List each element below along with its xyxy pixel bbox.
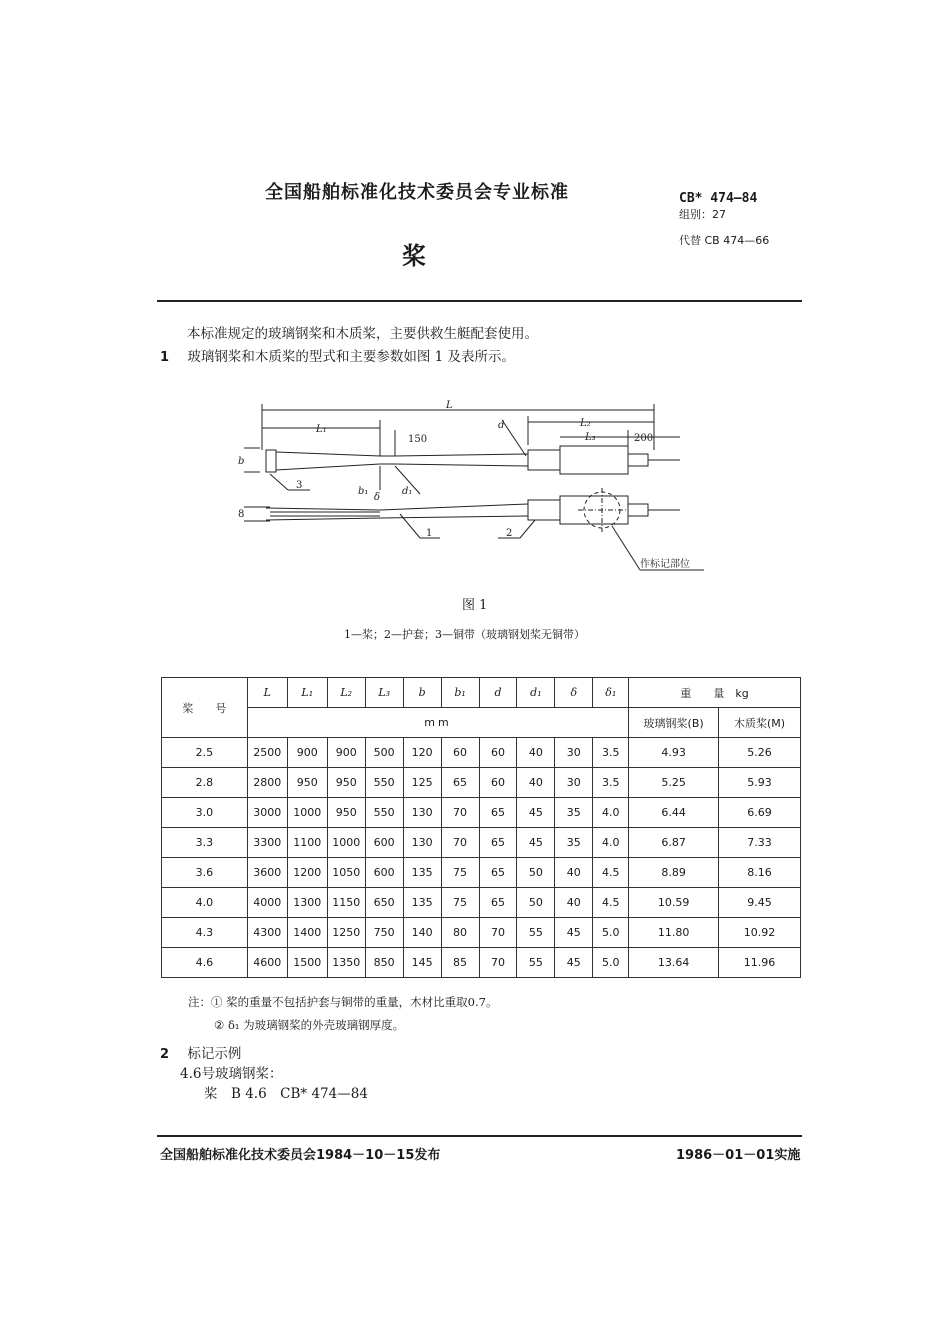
- label-mark-position: 作标记部位: [640, 559, 690, 570]
- value-cell: 550: [365, 768, 403, 798]
- value-cell: 4600: [247, 948, 287, 978]
- value-cell: 5.0: [593, 918, 629, 948]
- footer-effective: 1986－01－01实施: [676, 1148, 801, 1163]
- value-cell: 3000: [247, 798, 287, 828]
- label-d: d: [498, 420, 505, 431]
- value-cell: 50: [517, 888, 555, 918]
- value-cell: 850: [365, 948, 403, 978]
- label-delta: δ: [374, 492, 381, 503]
- value-cell: 8.89: [629, 858, 719, 888]
- model-cell: 4.3: [162, 918, 248, 948]
- value-cell: 6.87: [629, 828, 719, 858]
- section-2-title: 标记示例: [187, 1046, 242, 1062]
- value-cell: 145: [403, 948, 441, 978]
- value-cell: 900: [327, 738, 365, 768]
- label-b: b: [238, 456, 245, 467]
- value-cell: 40: [555, 858, 593, 888]
- group-number: 组别：27: [679, 208, 726, 221]
- value-cell: 5.93: [719, 768, 801, 798]
- value-cell: 35: [555, 798, 593, 828]
- value-cell: 70: [479, 918, 517, 948]
- marking-example-label: 4.6号玻璃钢桨：: [180, 1066, 283, 1082]
- value-cell: 65: [479, 828, 517, 858]
- section-2-number: 2: [160, 1047, 170, 1062]
- unit-mm: mm: [247, 708, 628, 738]
- model-cell: 4.6: [162, 948, 248, 978]
- value-cell: 30: [555, 738, 593, 768]
- value-cell: 50: [517, 858, 555, 888]
- label-150: 150: [408, 434, 428, 445]
- model-cell: 2.5: [162, 738, 248, 768]
- value-cell: 6.44: [629, 798, 719, 828]
- value-cell: 1200: [287, 858, 327, 888]
- value-cell: 2500: [247, 738, 287, 768]
- value-cell: 5.25: [629, 768, 719, 798]
- callout-3: 3: [296, 480, 303, 491]
- value-cell: 40: [517, 738, 555, 768]
- parameter-table: [161, 677, 801, 978]
- value-cell: 4300: [247, 918, 287, 948]
- section-1: [160, 345, 515, 365]
- value-cell: 4000: [247, 888, 287, 918]
- model-cell: 4.0: [162, 888, 248, 918]
- table-row: [162, 798, 801, 828]
- value-cell: 500: [365, 738, 403, 768]
- value-cell: 4.0: [593, 798, 629, 828]
- value-cell: 30: [555, 768, 593, 798]
- value-cell: 70: [441, 798, 479, 828]
- value-cell: 1000: [287, 798, 327, 828]
- value-cell: 45: [555, 948, 593, 978]
- value-cell: 10.92: [719, 918, 801, 948]
- col-delta: δ: [555, 678, 593, 708]
- col-b: b: [403, 678, 441, 708]
- value-cell: 750: [365, 918, 403, 948]
- value-cell: 950: [327, 798, 365, 828]
- footer-divider: [157, 1135, 802, 1137]
- label-b1: b₁: [358, 486, 369, 497]
- footer-issued: 全国船舶标准化技术委员会1984－10－15发布: [160, 1148, 441, 1163]
- marking-example: 桨 B 4.6 CB* 474—84: [204, 1086, 368, 1102]
- value-cell: 75: [441, 888, 479, 918]
- value-cell: 6.69: [719, 798, 801, 828]
- value-cell: 130: [403, 828, 441, 858]
- col-d: d: [479, 678, 517, 708]
- replaces-standard: 代替 CB 474—66: [679, 234, 770, 247]
- figure-caption: 图 1: [462, 598, 488, 613]
- note-1: 注：① 桨的重量不包括护套与铜带的重量，木材比重取0.7。: [188, 995, 498, 1009]
- value-cell: 135: [403, 858, 441, 888]
- value-cell: 70: [441, 828, 479, 858]
- value-cell: 45: [555, 918, 593, 948]
- value-cell: 1350: [327, 948, 365, 978]
- value-cell: 1000: [327, 828, 365, 858]
- value-cell: 900: [287, 738, 327, 768]
- value-cell: 9.45: [719, 888, 801, 918]
- value-cell: 60: [479, 738, 517, 768]
- value-cell: 55: [517, 918, 555, 948]
- label-L1: L₁: [316, 424, 327, 435]
- value-cell: 3600: [247, 858, 287, 888]
- oar-figure: [230, 390, 710, 580]
- col-b1: b₁: [441, 678, 479, 708]
- col-L: L: [247, 678, 287, 708]
- col-L3: L₃: [365, 678, 403, 708]
- header-divider: [157, 300, 802, 302]
- value-cell: 1150: [327, 888, 365, 918]
- col-L1: L₁: [287, 678, 327, 708]
- value-cell: 11.80: [629, 918, 719, 948]
- table-row: [162, 948, 801, 978]
- value-cell: 950: [287, 768, 327, 798]
- value-cell: 13.64: [629, 948, 719, 978]
- table-unit-row: [162, 708, 801, 738]
- value-cell: 65: [479, 888, 517, 918]
- value-cell: 5.26: [719, 738, 801, 768]
- intro-paragraph: 本标准规定的玻璃钢桨和木质桨，主要供救生艇配套使用。: [187, 326, 538, 342]
- value-cell: 1300: [287, 888, 327, 918]
- value-cell: 7.33: [719, 828, 801, 858]
- value-cell: 55: [517, 948, 555, 978]
- model-cell: 3.0: [162, 798, 248, 828]
- value-cell: 4.93: [629, 738, 719, 768]
- model-cell: 2.8: [162, 768, 248, 798]
- value-cell: 45: [517, 798, 555, 828]
- value-cell: 10.59: [629, 888, 719, 918]
- value-cell: 85: [441, 948, 479, 978]
- value-cell: 650: [365, 888, 403, 918]
- document-title: 桨: [402, 242, 426, 270]
- value-cell: 600: [365, 828, 403, 858]
- value-cell: 3.5: [593, 768, 629, 798]
- standard-code: CB* 474—84: [679, 191, 758, 206]
- col-d1: d₁: [517, 678, 555, 708]
- value-cell: 120: [403, 738, 441, 768]
- label-d1: d₁: [402, 486, 413, 497]
- table-row: [162, 738, 801, 768]
- model-cell: 3.6: [162, 858, 248, 888]
- callout-2: 2: [506, 528, 513, 539]
- value-cell: 1050: [327, 858, 365, 888]
- value-cell: 11.96: [719, 948, 801, 978]
- value-cell: 40: [555, 888, 593, 918]
- value-cell: 5.0: [593, 948, 629, 978]
- value-cell: 125: [403, 768, 441, 798]
- col-weight-m: 木质桨(M): [719, 708, 801, 738]
- value-cell: 70: [479, 948, 517, 978]
- model-cell: 3.3: [162, 828, 248, 858]
- label-L2: L₂: [580, 418, 591, 429]
- table-row: [162, 888, 801, 918]
- value-cell: 1400: [287, 918, 327, 948]
- value-cell: 135: [403, 888, 441, 918]
- table-row: [162, 858, 801, 888]
- value-cell: 950: [327, 768, 365, 798]
- col-weight-b: 玻璃钢桨(B): [629, 708, 719, 738]
- value-cell: 40: [517, 768, 555, 798]
- table-row: [162, 828, 801, 858]
- label-200: 200: [634, 433, 654, 444]
- value-cell: 140: [403, 918, 441, 948]
- table-header-row: [162, 678, 801, 708]
- value-cell: 3300: [247, 828, 287, 858]
- table-row: [162, 768, 801, 798]
- section-2: [160, 1042, 241, 1062]
- col-L2: L₂: [327, 678, 365, 708]
- value-cell: 65: [479, 858, 517, 888]
- value-cell: 80: [441, 918, 479, 948]
- col-model: 桨 号: [162, 678, 248, 738]
- callout-1: 1: [426, 528, 433, 539]
- value-cell: 600: [365, 858, 403, 888]
- figure-legend: 1—桨；2—护套；3—铜带（玻璃钢划桨无铜带）: [344, 628, 585, 641]
- section-1-number: 1: [160, 350, 170, 365]
- value-cell: 3.5: [593, 738, 629, 768]
- note-2: ② δ₁ 为玻璃钢桨的外壳玻璃钢厚度。: [214, 1018, 405, 1032]
- value-cell: 60: [441, 738, 479, 768]
- col-weight: 重 量 kg: [629, 678, 801, 708]
- value-cell: 75: [441, 858, 479, 888]
- value-cell: 2800: [247, 768, 287, 798]
- value-cell: 130: [403, 798, 441, 828]
- value-cell: 1100: [287, 828, 327, 858]
- org-title: 全国船舶标准化技术委员会专业标准: [265, 182, 569, 203]
- value-cell: 35: [555, 828, 593, 858]
- label-L: L: [446, 400, 453, 411]
- value-cell: 65: [479, 798, 517, 828]
- value-cell: 4.0: [593, 828, 629, 858]
- label-L3: L₃: [585, 432, 596, 443]
- value-cell: 4.5: [593, 858, 629, 888]
- value-cell: 60: [479, 768, 517, 798]
- value-cell: 4.5: [593, 888, 629, 918]
- col-delta1: δ₁: [593, 678, 629, 708]
- value-cell: 8.16: [719, 858, 801, 888]
- label-8: 8: [238, 509, 245, 520]
- value-cell: 550: [365, 798, 403, 828]
- value-cell: 45: [517, 828, 555, 858]
- table-row: [162, 918, 801, 948]
- value-cell: 1250: [327, 918, 365, 948]
- value-cell: 1500: [287, 948, 327, 978]
- value-cell: 65: [441, 768, 479, 798]
- section-1-text: 玻璃钢桨和木质桨的型式和主要参数如图 1 及表所示。: [187, 349, 516, 365]
